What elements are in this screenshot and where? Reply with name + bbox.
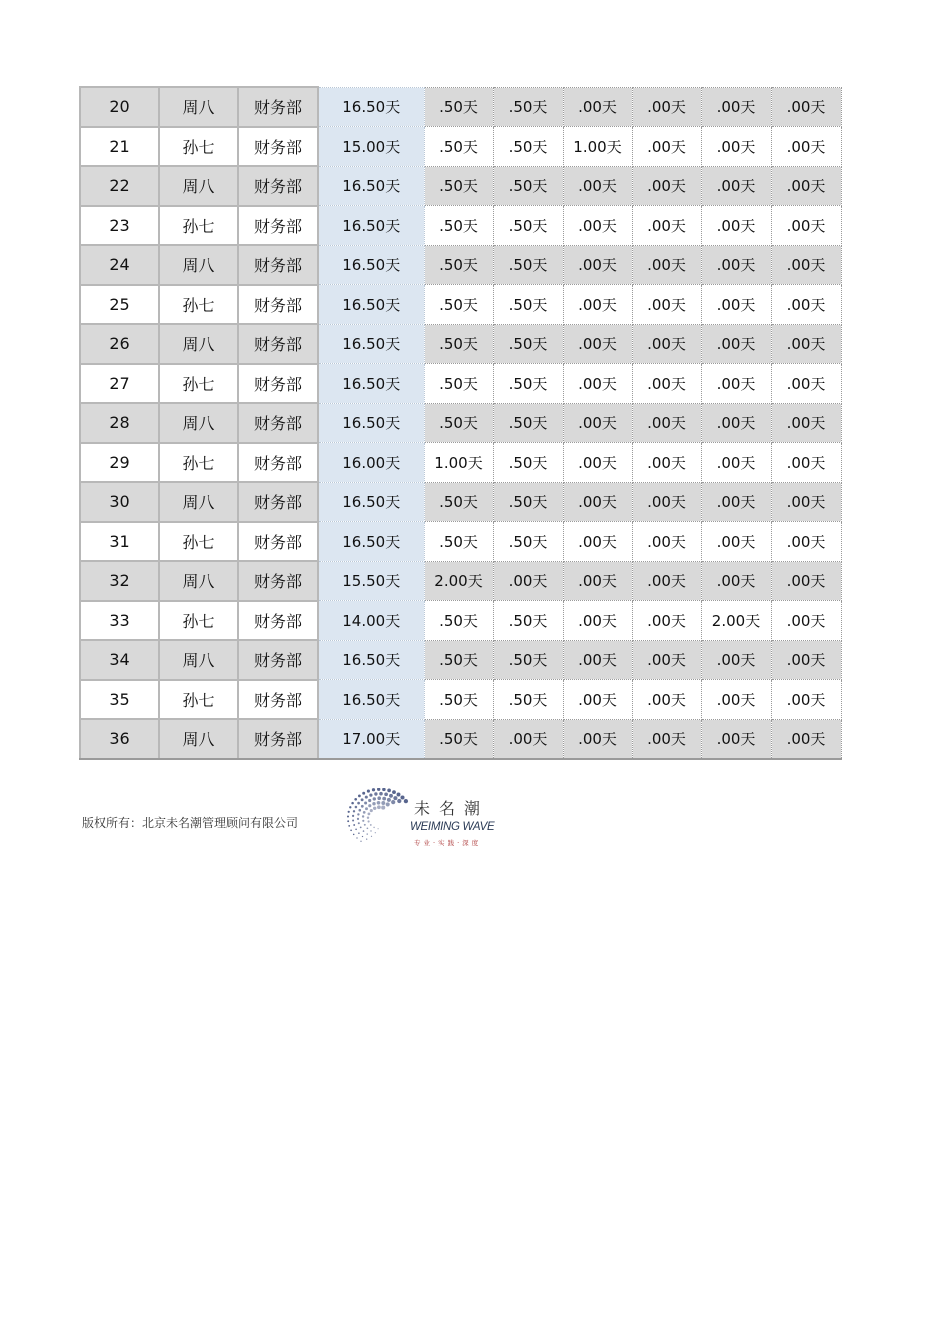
cell-value-4: .00天 — [632, 127, 701, 167]
cell-employee-name: 孙七 — [159, 127, 238, 167]
cell-value-5: .00天 — [701, 482, 771, 522]
cell-value-1: .50天 — [424, 403, 493, 443]
cell-employee-name: 周八 — [159, 640, 238, 680]
cell-employee-id: 32 — [80, 561, 159, 601]
cell-value-6: .00天 — [771, 285, 841, 325]
cell-department: 财务部 — [238, 719, 318, 759]
cell-value-5: .00天 — [701, 127, 771, 167]
cell-value-5: .00天 — [701, 640, 771, 680]
cell-value-5: .00天 — [701, 166, 771, 206]
cell-value-2: .00天 — [493, 561, 563, 601]
table-row — [80, 245, 841, 285]
cell-value-1: .50天 — [424, 640, 493, 680]
footer — [82, 788, 782, 858]
cell-value-2: .00天 — [493, 719, 563, 759]
cell-value-1: .50天 — [424, 482, 493, 522]
cell-value-2: .50天 — [493, 640, 563, 680]
cell-value-3: .00天 — [563, 482, 632, 522]
cell-value-3: .00天 — [563, 206, 632, 246]
cell-total-days: 16.50天 — [318, 324, 424, 364]
cell-total-days: 16.50天 — [318, 364, 424, 404]
cell-value-4: .00天 — [632, 522, 701, 562]
cell-value-1: 1.00天 — [424, 443, 493, 483]
cell-value-3: .00天 — [563, 324, 632, 364]
cell-value-5: .00天 — [701, 403, 771, 443]
cell-department: 财务部 — [238, 245, 318, 285]
cell-department: 财务部 — [238, 522, 318, 562]
cell-value-2: .50天 — [493, 601, 563, 641]
cell-value-6: .00天 — [771, 640, 841, 680]
cell-value-3: 1.00天 — [563, 127, 632, 167]
cell-department: 财务部 — [238, 561, 318, 601]
cell-value-2: .50天 — [493, 166, 563, 206]
table-row — [80, 719, 841, 759]
cell-total-days: 15.50天 — [318, 561, 424, 601]
cell-value-4: .00天 — [632, 719, 701, 759]
cell-value-3: .00天 — [563, 640, 632, 680]
cell-value-6: .00天 — [771, 166, 841, 206]
cell-value-3: .00天 — [563, 403, 632, 443]
cell-value-3: .00天 — [563, 245, 632, 285]
table-row — [80, 680, 841, 720]
table-row — [80, 403, 841, 443]
cell-value-5: .00天 — [701, 324, 771, 364]
cell-employee-name: 孙七 — [159, 522, 238, 562]
cell-employee-id: 36 — [80, 719, 159, 759]
cell-value-2: .50天 — [493, 127, 563, 167]
cell-total-days: 16.50天 — [318, 680, 424, 720]
cell-value-2: .50天 — [493, 403, 563, 443]
table-row — [80, 482, 841, 522]
cell-department: 财务部 — [238, 680, 318, 720]
cell-employee-id: 22 — [80, 166, 159, 206]
cell-department: 财务部 — [238, 601, 318, 641]
cell-value-5: .00天 — [701, 443, 771, 483]
cell-value-1: .50天 — [424, 245, 493, 285]
cell-value-1: .50天 — [424, 285, 493, 325]
cell-employee-name: 孙七 — [159, 364, 238, 404]
cell-value-2: .50天 — [493, 522, 563, 562]
cell-value-6: .00天 — [771, 561, 841, 601]
cell-value-1: .50天 — [424, 127, 493, 167]
cell-value-1: .50天 — [424, 601, 493, 641]
cell-value-5: 2.00天 — [701, 601, 771, 641]
cell-employee-name: 周八 — [159, 166, 238, 206]
cell-employee-id: 31 — [80, 522, 159, 562]
table-row — [80, 443, 841, 483]
cell-total-days: 16.50天 — [318, 522, 424, 562]
cell-value-4: .00天 — [632, 680, 701, 720]
cell-value-6: .00天 — [771, 403, 841, 443]
cell-value-5: .00天 — [701, 719, 771, 759]
cell-value-6: .00天 — [771, 364, 841, 404]
cell-value-1: .50天 — [424, 206, 493, 246]
cell-value-3: .00天 — [563, 285, 632, 325]
cell-value-3: .00天 — [563, 719, 632, 759]
cell-value-4: .00天 — [632, 166, 701, 206]
cell-value-6: .00天 — [771, 206, 841, 246]
cell-value-1: .50天 — [424, 522, 493, 562]
table-row — [80, 285, 841, 325]
cell-employee-id: 21 — [80, 127, 159, 167]
cell-total-days: 17.00天 — [318, 719, 424, 759]
cell-employee-id: 20 — [80, 87, 159, 127]
cell-value-6: .00天 — [771, 127, 841, 167]
cell-employee-name: 孙七 — [159, 680, 238, 720]
cell-employee-name: 孙七 — [159, 206, 238, 246]
cell-department: 财务部 — [238, 482, 318, 522]
cell-value-5: .00天 — [701, 364, 771, 404]
logo-english-name: WEIMING WAVE — [410, 821, 495, 833]
table-row — [80, 87, 841, 127]
cell-value-2: .50天 — [493, 206, 563, 246]
company-logo — [340, 788, 500, 854]
cell-value-4: .00天 — [632, 561, 701, 601]
cell-total-days: 14.00天 — [318, 601, 424, 641]
cell-department: 财务部 — [238, 640, 318, 680]
cell-employee-id: 24 — [80, 245, 159, 285]
cell-value-4: .00天 — [632, 640, 701, 680]
cell-value-6: .00天 — [771, 324, 841, 364]
cell-value-3: .00天 — [563, 601, 632, 641]
logo-chinese-name: 未名潮 — [414, 799, 490, 818]
table-row — [80, 166, 841, 206]
table-row — [80, 324, 841, 364]
cell-value-4: .00天 — [632, 403, 701, 443]
cell-value-4: .00天 — [632, 364, 701, 404]
cell-department: 财务部 — [238, 166, 318, 206]
table-row — [80, 601, 841, 641]
cell-value-5: .00天 — [701, 680, 771, 720]
cell-employee-id: 29 — [80, 443, 159, 483]
cell-value-3: .00天 — [563, 443, 632, 483]
cell-value-2: .50天 — [493, 87, 563, 127]
cell-value-2: .50天 — [493, 443, 563, 483]
cell-value-5: .00天 — [701, 285, 771, 325]
cell-value-6: .00天 — [771, 87, 841, 127]
cell-value-1: 2.00天 — [424, 561, 493, 601]
cell-value-6: .00天 — [771, 482, 841, 522]
cell-employee-id: 26 — [80, 324, 159, 364]
cell-employee-id: 34 — [80, 640, 159, 680]
cell-value-4: .00天 — [632, 285, 701, 325]
cell-value-4: .00天 — [632, 324, 701, 364]
cell-value-6: .00天 — [771, 245, 841, 285]
cell-value-4: .00天 — [632, 87, 701, 127]
cell-department: 财务部 — [238, 443, 318, 483]
cell-value-6: .00天 — [771, 601, 841, 641]
cell-value-5: .00天 — [701, 561, 771, 601]
cell-value-3: .00天 — [563, 364, 632, 404]
cell-employee-name: 孙七 — [159, 443, 238, 483]
cell-value-3: .00天 — [563, 87, 632, 127]
cell-value-1: .50天 — [424, 680, 493, 720]
cell-employee-id: 27 — [80, 364, 159, 404]
cell-value-6: .00天 — [771, 680, 841, 720]
cell-total-days: 16.50天 — [318, 87, 424, 127]
cell-value-5: .00天 — [701, 206, 771, 246]
cell-total-days: 16.50天 — [318, 640, 424, 680]
cell-value-1: .50天 — [424, 364, 493, 404]
cell-employee-id: 23 — [80, 206, 159, 246]
cell-value-6: .00天 — [771, 522, 841, 562]
cell-department: 财务部 — [238, 285, 318, 325]
cell-employee-id: 25 — [80, 285, 159, 325]
cell-total-days: 16.50天 — [318, 166, 424, 206]
cell-value-3: .00天 — [563, 522, 632, 562]
cell-department: 财务部 — [238, 206, 318, 246]
table-row — [80, 640, 841, 680]
weiming-wave-dot-swirl-icon — [340, 788, 412, 854]
cell-total-days: 15.00天 — [318, 127, 424, 167]
cell-department: 财务部 — [238, 127, 318, 167]
cell-value-2: .50天 — [493, 285, 563, 325]
cell-department: 财务部 — [238, 364, 318, 404]
cell-value-6: .00天 — [771, 719, 841, 759]
cell-employee-name: 孙七 — [159, 601, 238, 641]
table-row — [80, 522, 841, 562]
cell-value-2: .50天 — [493, 680, 563, 720]
cell-department: 财务部 — [238, 403, 318, 443]
cell-employee-id: 30 — [80, 482, 159, 522]
cell-employee-name: 周八 — [159, 719, 238, 759]
cell-total-days: 16.50天 — [318, 285, 424, 325]
copyright-text: 版权所有：北京未名潮管理顾问有限公司 — [82, 816, 299, 830]
cell-employee-name: 周八 — [159, 561, 238, 601]
cell-employee-name: 周八 — [159, 482, 238, 522]
cell-employee-id: 35 — [80, 680, 159, 720]
cell-value-6: .00天 — [771, 443, 841, 483]
cell-value-3: .00天 — [563, 680, 632, 720]
table-row — [80, 364, 841, 404]
table-body — [80, 87, 841, 759]
cell-total-days: 16.50天 — [318, 245, 424, 285]
cell-value-1: .50天 — [424, 324, 493, 364]
cell-employee-name: 周八 — [159, 245, 238, 285]
cell-total-days: 16.50天 — [318, 403, 424, 443]
cell-value-4: .00天 — [632, 482, 701, 522]
cell-value-1: .50天 — [424, 166, 493, 206]
cell-employee-name: 周八 — [159, 403, 238, 443]
cell-value-5: .00天 — [701, 522, 771, 562]
attendance-table — [79, 86, 842, 760]
table-row — [80, 206, 841, 246]
cell-total-days: 16.00天 — [318, 443, 424, 483]
cell-value-4: .00天 — [632, 601, 701, 641]
cell-employee-name: 周八 — [159, 87, 238, 127]
cell-total-days: 16.50天 — [318, 482, 424, 522]
cell-value-4: .00天 — [632, 245, 701, 285]
cell-value-2: .50天 — [493, 482, 563, 522]
cell-value-1: .50天 — [424, 87, 493, 127]
cell-value-2: .50天 — [493, 364, 563, 404]
cell-value-3: .00天 — [563, 561, 632, 601]
cell-value-4: .00天 — [632, 206, 701, 246]
cell-value-2: .50天 — [493, 324, 563, 364]
cell-total-days: 16.50天 — [318, 206, 424, 246]
cell-department: 财务部 — [238, 324, 318, 364]
cell-value-3: .00天 — [563, 166, 632, 206]
cell-value-5: .00天 — [701, 245, 771, 285]
logo-slogan: 专业·实践·深度 — [414, 839, 482, 847]
table-row — [80, 127, 841, 167]
table-row — [80, 561, 841, 601]
cell-value-4: .00天 — [632, 443, 701, 483]
cell-employee-id: 33 — [80, 601, 159, 641]
cell-employee-name: 孙七 — [159, 285, 238, 325]
cell-employee-name: 周八 — [159, 324, 238, 364]
cell-department: 财务部 — [238, 87, 318, 127]
cell-value-2: .50天 — [493, 245, 563, 285]
cell-value-1: .50天 — [424, 719, 493, 759]
cell-employee-id: 28 — [80, 403, 159, 443]
cell-value-5: .00天 — [701, 87, 771, 127]
